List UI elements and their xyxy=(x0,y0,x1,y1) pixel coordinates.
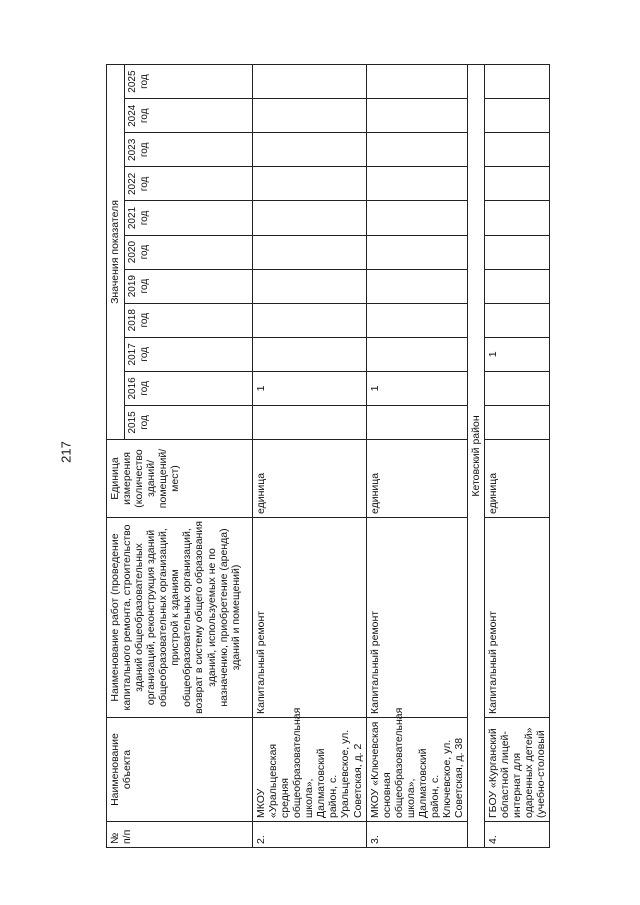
table-row xyxy=(485,65,550,848)
row-value-2017 xyxy=(366,337,468,371)
year-2015: 2015 год xyxy=(125,405,253,439)
page-number: 217 xyxy=(58,441,74,463)
row-value-2018 xyxy=(366,303,468,337)
row-value-2019 xyxy=(485,269,550,303)
year-2023: 2023 год xyxy=(125,133,253,167)
row-value-2018 xyxy=(253,303,367,337)
row-value-2022 xyxy=(253,167,367,201)
row-value-2015 xyxy=(253,405,367,439)
row-work: Капитальный ремонт xyxy=(253,518,367,718)
row-num: 2. xyxy=(253,822,367,848)
row-value-2024 xyxy=(253,99,367,133)
row-value-2017 xyxy=(253,337,367,371)
table-row xyxy=(253,65,367,848)
row-value-2024 xyxy=(366,99,468,133)
year-2024: 2024 год xyxy=(125,99,253,133)
table-row xyxy=(366,65,468,848)
row-value-2024 xyxy=(485,99,550,133)
row-object: ГБОУ «Курганский областной лицей-интернат для одаренных детей» (учебно-столовый xyxy=(485,718,550,822)
year-2017: 2017 год xyxy=(125,337,253,371)
row-num: 3. xyxy=(366,822,468,848)
row-value-2021 xyxy=(253,201,367,235)
row-work: Капитальный ремонт xyxy=(485,518,550,718)
row-value-2019 xyxy=(253,269,367,303)
row-value-2023 xyxy=(366,133,468,167)
row-value-2025 xyxy=(485,65,550,99)
row-value-2020 xyxy=(485,235,550,269)
row-value-2023 xyxy=(253,133,367,167)
section-row xyxy=(468,65,485,848)
row-value-2020 xyxy=(366,235,468,269)
year-2016: 2016 год xyxy=(125,371,253,405)
row-value-2022 xyxy=(485,167,550,201)
row-num: 4. xyxy=(485,822,550,848)
indicator-table xyxy=(106,64,550,848)
row-object: МКОУ «Уральцевская средняя общеобразовательная школа», Далматовский район, с. Уральцевское, ул. Советская, д. 2 xyxy=(253,718,367,822)
row-unit: единица xyxy=(253,440,367,518)
row-value-2016: 1 xyxy=(366,371,468,405)
row-value-2018 xyxy=(485,303,550,337)
year-2020: 2020 год xyxy=(125,235,253,269)
year-2022: 2022 год xyxy=(125,167,253,201)
row-unit: единица xyxy=(485,440,550,518)
header-unit: Единица измерения (количество зданий/ помещений/ мест) xyxy=(107,440,253,518)
row-value-2015 xyxy=(366,405,468,439)
row-value-2022 xyxy=(366,167,468,201)
row-value-2021 xyxy=(366,201,468,235)
row-object: МКОУ «Ключевская основная общеобразовательная школа», Далматовский район, с. Ключевское, ул. Советская, д. 38 xyxy=(366,718,468,822)
header-works: Наименование работ (проведение капитального ремонта, строительство зданий общеобразовательных организаций, реконструкция зданий общеобразовательных организаций, пристрой к зданиям общеобразовательных организаций, возврат в систему общего образования зданий, используемых не по назначению, приобретение (аренда) зданий и помещений) xyxy=(107,518,253,718)
row-value-2016 xyxy=(485,371,550,405)
header-values: Значения показателя xyxy=(107,65,125,440)
row-value-2020 xyxy=(253,235,367,269)
row-unit: единица xyxy=(366,440,468,518)
row-value-2015 xyxy=(485,405,550,439)
row-value-2017: 1 xyxy=(485,337,550,371)
rotated-table-wrapper xyxy=(106,64,548,848)
row-work: Капитальный ремонт xyxy=(366,518,468,718)
year-2021: 2021 год xyxy=(125,201,253,235)
row-value-2025 xyxy=(366,65,468,99)
row-value-2016: 1 xyxy=(253,371,367,405)
header-num: № п/п xyxy=(107,822,253,848)
row-value-2025 xyxy=(253,65,367,99)
section-title: Кетовский район xyxy=(468,65,485,848)
row-value-2021 xyxy=(485,201,550,235)
header-object: Наименование объекта xyxy=(107,718,253,822)
year-2019: 2019 год xyxy=(125,269,253,303)
row-value-2019 xyxy=(366,269,468,303)
year-2018: 2018 год xyxy=(125,303,253,337)
row-value-2023 xyxy=(485,133,550,167)
year-2025: 2025 год xyxy=(125,65,253,99)
